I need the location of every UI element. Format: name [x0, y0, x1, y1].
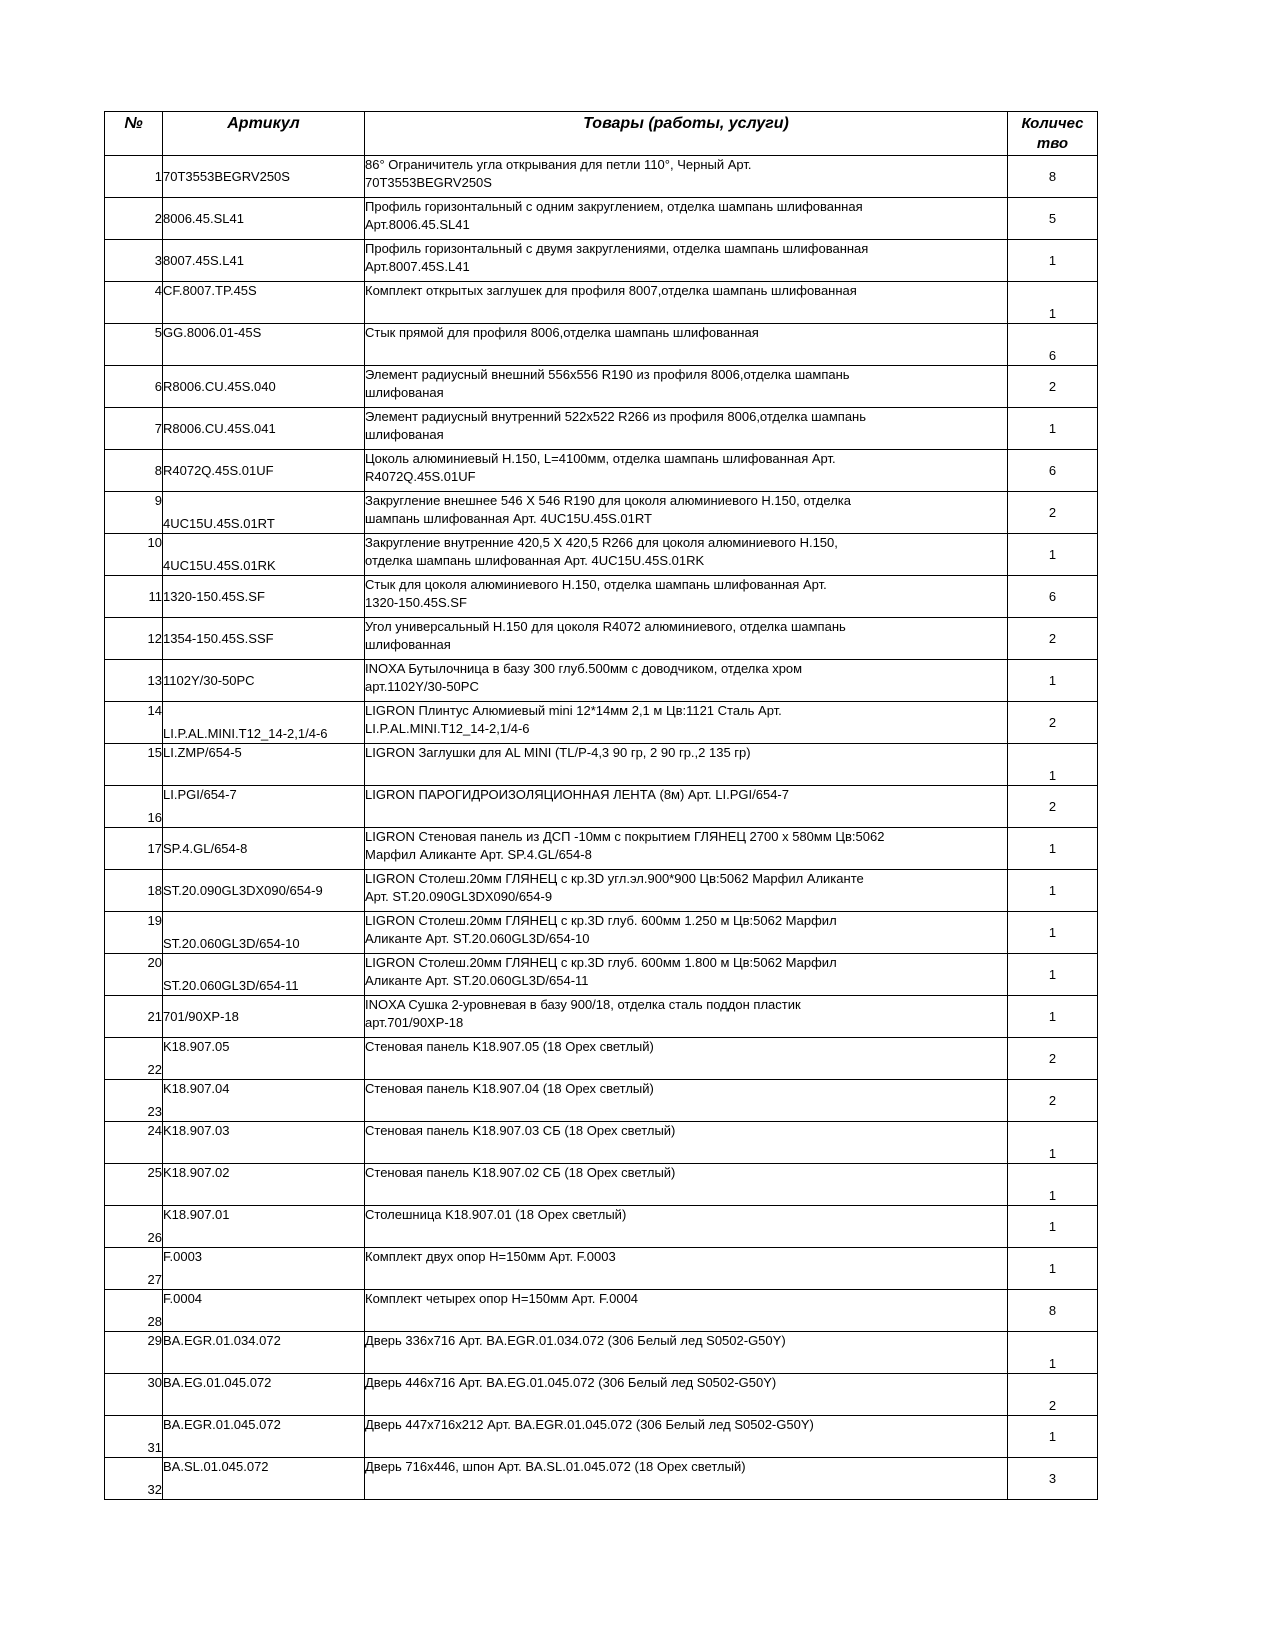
- row-article: 1102Y/30-50PC: [163, 660, 365, 702]
- row-description-line1: Дверь 716x446, шпон Арт. BA.SL.01.045.072 (18 Орех светлый): [365, 1459, 746, 1474]
- row-description-line2: 70T3553BEGRV250S: [365, 175, 492, 190]
- row-number: 27: [105, 1248, 163, 1290]
- row-number: 21: [105, 996, 163, 1038]
- table-row: [105, 1332, 1098, 1374]
- row-article: K18.907.03: [163, 1122, 365, 1164]
- row-description-line1: Стык для цоколя алюминиевого H.150, отделка шампань шлифованная Арт.: [365, 577, 827, 592]
- row-article: 4UC15U.45S.01RT: [163, 492, 365, 534]
- table-row: [105, 366, 1098, 408]
- row-article: ST.20.060GL3D/654-11: [163, 954, 365, 996]
- row-description-line1: Элемент радиусный внешний 556x556 R190 из профиля 8006,отделка шампань: [365, 367, 850, 382]
- table-row: [105, 1290, 1098, 1332]
- row-quantity: 1: [1008, 1248, 1098, 1290]
- row-number: 5: [105, 324, 163, 366]
- row-quantity: 5: [1008, 198, 1098, 240]
- row-description-line1: Элемент радиусный внутренний 522x522 R266 из профиля 8006,отделка шампань: [365, 409, 867, 424]
- table-row: [105, 1164, 1098, 1206]
- row-article: K18.907.04: [163, 1080, 365, 1122]
- row-description: [365, 324, 1008, 366]
- row-quantity: 1: [1008, 828, 1098, 870]
- row-number: 22: [105, 1038, 163, 1080]
- row-description: [365, 1248, 1008, 1290]
- row-description-line1: INOXA Бутылочница в базу 300 глуб.500мм с доводчиком, отделка хром: [365, 661, 803, 676]
- row-quantity: 2: [1008, 1080, 1098, 1122]
- row-description: [365, 828, 1008, 870]
- row-quantity: 6: [1008, 324, 1098, 366]
- row-description: [365, 156, 1008, 198]
- row-description: [365, 366, 1008, 408]
- row-description-line2: Арт.8007.45S.L41: [365, 259, 470, 274]
- row-description: [365, 912, 1008, 954]
- row-quantity: 1: [1008, 282, 1098, 324]
- row-description-line1: LIGRON ПАРОГИДРОИЗОЛЯЦИОННАЯ ЛЕНТА (8м) Арт. LI.PGI/654-7: [365, 787, 789, 802]
- row-number: 13: [105, 660, 163, 702]
- row-quantity: 8: [1008, 156, 1098, 198]
- row-article: R8006.CU.45S.040: [163, 366, 365, 408]
- row-article: 8007.45S.L41: [163, 240, 365, 282]
- table-header-row: [105, 112, 1098, 156]
- row-description-line2: Аликанте Арт. ST.20.060GL3D/654-10: [365, 931, 590, 946]
- row-number: 3: [105, 240, 163, 282]
- row-number: 30: [105, 1374, 163, 1416]
- row-description: [365, 618, 1008, 660]
- row-article: GG.8006.01-45S: [163, 324, 365, 366]
- row-description-line1: Стеновая панель K18.907.02 СБ (18 Орех светлый): [365, 1165, 676, 1180]
- row-article: F.0004: [163, 1290, 365, 1332]
- row-description: [365, 576, 1008, 618]
- row-description-line1: LIGRON Стеновая панель из ДСП -10мм с покрытием ГЛЯНЕЦ 2700 x 580мм Цв:5062: [365, 829, 885, 844]
- row-description-line2: Аликанте Арт. ST.20.060GL3D/654-11: [365, 973, 589, 988]
- row-article: 8006.45.SL41: [163, 198, 365, 240]
- row-number: 4: [105, 282, 163, 324]
- row-description: [365, 1038, 1008, 1080]
- row-article: 1354-150.45S.SSF: [163, 618, 365, 660]
- row-quantity: 1: [1008, 1206, 1098, 1248]
- row-description: [365, 996, 1008, 1038]
- row-article: R4072Q.45S.01UF: [163, 450, 365, 492]
- row-description: [365, 660, 1008, 702]
- row-article: R8006.CU.45S.041: [163, 408, 365, 450]
- table-row: [105, 702, 1098, 744]
- row-description-line1: LIGRON Столеш.20мм ГЛЯНЕЦ с кр.3D глуб. 600мм 1.250 м Цв:5062 Марфил: [365, 913, 837, 928]
- row-quantity: 2: [1008, 702, 1098, 744]
- row-description-line1: Столешница K18.907.01 (18 Орех светлый): [365, 1207, 627, 1222]
- row-description-line2: шлифованая: [365, 427, 444, 442]
- header-quantity: [1008, 112, 1098, 156]
- row-quantity: 1: [1008, 1332, 1098, 1374]
- row-quantity: 1: [1008, 744, 1098, 786]
- table-row: [105, 324, 1098, 366]
- row-description-line1: Стеновая панель K18.907.05 (18 Орех светлый): [365, 1039, 654, 1054]
- table-row: [105, 870, 1098, 912]
- row-quantity: 2: [1008, 1374, 1098, 1416]
- row-article: F.0003: [163, 1248, 365, 1290]
- table-row: [105, 954, 1098, 996]
- table-row: [105, 450, 1098, 492]
- header-article: Артикул: [163, 112, 365, 156]
- row-quantity: 1: [1008, 912, 1098, 954]
- row-article: ST.20.060GL3D/654-10: [163, 912, 365, 954]
- row-number: 11: [105, 576, 163, 618]
- row-article: K18.907.01: [163, 1206, 365, 1248]
- row-article: K18.907.05: [163, 1038, 365, 1080]
- row-description: [365, 954, 1008, 996]
- row-number: 31: [105, 1416, 163, 1458]
- table-row: [105, 744, 1098, 786]
- row-quantity: 8: [1008, 1290, 1098, 1332]
- row-quantity: 1: [1008, 1416, 1098, 1458]
- row-description-line1: 86° Ограничитель угла открывания для петли 110°, Черный Арт.: [365, 157, 752, 172]
- table-row: [105, 156, 1098, 198]
- table-row: [105, 1374, 1098, 1416]
- row-quantity: 6: [1008, 576, 1098, 618]
- row-description-line2: шлифованая: [365, 385, 444, 400]
- row-description-line1: Дверь 336x716 Арт. BA.EGR.01.034.072 (306 Белый лед S0502-G50Y): [365, 1333, 786, 1348]
- row-description-line1: Комплект четырех опор H=150мм Арт. F.0004: [365, 1291, 639, 1306]
- row-description-line1: Комплект открытых заглушек для профиля 8007,отделка шампань шлифованная: [365, 283, 857, 298]
- row-description-line2: Марфил Аликанте Арт. SP.4.GL/654-8: [365, 847, 592, 862]
- row-description-line1: Профиль горизонтальный с одним закруглением, отделка шампань шлифованная: [365, 199, 863, 214]
- row-article: 701/90XP-18: [163, 996, 365, 1038]
- row-description: [365, 198, 1008, 240]
- row-number: 9: [105, 492, 163, 534]
- row-description: [365, 282, 1008, 324]
- header-quantity-line1: Количес: [1021, 115, 1084, 132]
- row-description-line2: Арт. ST.20.090GL3DX090/654-9: [365, 889, 553, 904]
- table-row: [105, 576, 1098, 618]
- row-number: 16: [105, 786, 163, 828]
- row-description: [365, 240, 1008, 282]
- row-description-line1: Комплект двух опор H=150мм Арт. F.0003: [365, 1249, 616, 1264]
- row-description: [365, 1290, 1008, 1332]
- row-number: 20: [105, 954, 163, 996]
- row-article: BA.EGR.01.034.072: [163, 1332, 365, 1374]
- row-description-line1: Цоколь алюминиевый H.150, L=4100мм, отделка шампань шлифованная Арт.: [365, 451, 836, 466]
- row-number: 12: [105, 618, 163, 660]
- row-description: [365, 870, 1008, 912]
- row-quantity: 2: [1008, 786, 1098, 828]
- table-row: [105, 660, 1098, 702]
- table-row: [105, 1248, 1098, 1290]
- goods-table: [104, 111, 1098, 1500]
- table-row: [105, 534, 1098, 576]
- row-description-line1: Закругление внутренние 420,5 X 420,5 R266 для цоколя алюминиевого H.150,: [365, 535, 838, 550]
- row-description: [365, 1164, 1008, 1206]
- row-description-line2: R4072Q.45S.01UF: [365, 469, 476, 484]
- row-description: [365, 1122, 1008, 1164]
- row-quantity: 2: [1008, 1038, 1098, 1080]
- row-description: [365, 408, 1008, 450]
- row-article: BA.EGR.01.045.072: [163, 1416, 365, 1458]
- row-quantity: 2: [1008, 492, 1098, 534]
- table-row: [105, 828, 1098, 870]
- row-description: [365, 534, 1008, 576]
- row-quantity: 1: [1008, 1164, 1098, 1206]
- row-number: 7: [105, 408, 163, 450]
- row-description-line1: Стеновая панель K18.907.03 СБ (18 Орех светлый): [365, 1123, 676, 1138]
- table-row: [105, 1458, 1098, 1500]
- row-description-line1: Стеновая панель K18.907.04 (18 Орех светлый): [365, 1081, 654, 1096]
- row-article: BA.EG.01.045.072: [163, 1374, 365, 1416]
- row-number: 28: [105, 1290, 163, 1332]
- header-goods: Товары (работы, услуги): [365, 112, 1008, 156]
- row-description-line2: 1320-150.45S.SF: [365, 595, 467, 610]
- row-number: 1: [105, 156, 163, 198]
- row-article: BA.SL.01.045.072: [163, 1458, 365, 1500]
- row-number: 19: [105, 912, 163, 954]
- row-description: [365, 1080, 1008, 1122]
- row-number: 17: [105, 828, 163, 870]
- table-row: [105, 786, 1098, 828]
- row-quantity: 1: [1008, 534, 1098, 576]
- table-row: [105, 618, 1098, 660]
- table-row: [105, 996, 1098, 1038]
- row-quantity: 6: [1008, 450, 1098, 492]
- row-description-line2: шлифованная: [365, 637, 451, 652]
- row-number: 32: [105, 1458, 163, 1500]
- row-description: [365, 1416, 1008, 1458]
- row-description-line2: LI.P.AL.MINI.T12_14-2,1/4-6: [365, 721, 530, 736]
- row-number: 29: [105, 1332, 163, 1374]
- row-description: [365, 1332, 1008, 1374]
- row-article: 1320-150.45S.SF: [163, 576, 365, 618]
- row-article: 4UC15U.45S.01RK: [163, 534, 365, 576]
- row-number: 24: [105, 1122, 163, 1164]
- header-number: №: [105, 112, 163, 156]
- row-description: [365, 1206, 1008, 1248]
- row-description: [365, 1374, 1008, 1416]
- row-article: LI.PGI/654-7: [163, 786, 365, 828]
- row-description: [365, 786, 1008, 828]
- row-quantity: 1: [1008, 660, 1098, 702]
- row-description-line2: арт.1102Y/30-50PC: [365, 679, 479, 694]
- row-description-line1: Дверь 446x716 Арт. BA.EG.01.045.072 (306 Белый лед S0502-G50Y): [365, 1375, 777, 1390]
- table-row: [105, 282, 1098, 324]
- row-article: LI.ZMP/654-5: [163, 744, 365, 786]
- row-number: 2: [105, 198, 163, 240]
- row-quantity: 1: [1008, 408, 1098, 450]
- row-description-line1: Дверь 447x716x212 Арт. BA.EGR.01.045.072 (306 Белый лед S0502-G50Y): [365, 1417, 814, 1432]
- row-description-line2: арт.701/90XP-18: [365, 1015, 464, 1030]
- header-quantity-line2: тво: [1036, 135, 1069, 152]
- row-number: 18: [105, 870, 163, 912]
- row-article: 70T3553BEGRV250S: [163, 156, 365, 198]
- row-quantity: 3: [1008, 1458, 1098, 1500]
- row-quantity: 1: [1008, 240, 1098, 282]
- row-description-line1: Профиль горизонтальный с двумя закруглениями, отделка шампань шлифованная: [365, 241, 869, 256]
- row-quantity: 2: [1008, 618, 1098, 660]
- row-description-line1: INOXA Сушка 2-уровневая в базу 900/18, отделка сталь поддон пластик: [365, 997, 801, 1012]
- row-article: CF.8007.TP.45S: [163, 282, 365, 324]
- row-description-line1: LIGRON Плинтус Алюмиевый mini 12*14мм 2,1 м Цв:1121 Сталь Арт.: [365, 703, 782, 718]
- table-row: [105, 1038, 1098, 1080]
- row-quantity: 1: [1008, 996, 1098, 1038]
- row-description: [365, 744, 1008, 786]
- row-description: [365, 450, 1008, 492]
- row-number: 10: [105, 534, 163, 576]
- row-article: LI.P.AL.MINI.T12_14-2,1/4-6: [163, 702, 365, 744]
- row-quantity: 1: [1008, 870, 1098, 912]
- table-row: [105, 492, 1098, 534]
- row-number: 8: [105, 450, 163, 492]
- row-article: ST.20.090GL3DX090/654-9: [163, 870, 365, 912]
- row-description-line1: Стык прямой для профиля 8006,отделка шампань шлифованная: [365, 325, 759, 340]
- row-description-line1: Угол универсальный H.150 для цоколя R4072 алюминиевого, отделка шампань: [365, 619, 846, 634]
- table-row: [105, 1416, 1098, 1458]
- table-row: [105, 240, 1098, 282]
- row-description-line1: LIGRON Столеш.20мм ГЛЯНЕЦ с кр.3D глуб. 600мм 1.800 м Цв:5062 Марфил: [365, 955, 837, 970]
- row-quantity: 1: [1008, 954, 1098, 996]
- row-quantity: 1: [1008, 1122, 1098, 1164]
- row-description-line2: шампань шлифованная Арт. 4UC15U.45S.01RT: [365, 511, 652, 526]
- table-row: [105, 198, 1098, 240]
- row-description-line2: Арт.8006.45.SL41: [365, 217, 470, 232]
- table-row: [105, 1206, 1098, 1248]
- row-number: 25: [105, 1164, 163, 1206]
- row-description: [365, 492, 1008, 534]
- row-article: K18.907.02: [163, 1164, 365, 1206]
- row-description-line1: LIGRON Столеш.20мм ГЛЯНЕЦ с кр.3D угл.эл.900*900 Цв:5062 Марфил Аликанте: [365, 871, 864, 886]
- row-description-line1: Закругление внешнее 546 X 546 R190 для цоколя алюминиевого H.150, отделка: [365, 493, 851, 508]
- row-description-line1: LIGRON Заглушки для AL MINI (TL/P-4,3 90 гр, 2 90 гр.,2 135 гр): [365, 745, 751, 760]
- table-row: [105, 1080, 1098, 1122]
- row-description: [365, 702, 1008, 744]
- row-article: SP.4.GL/654-8: [163, 828, 365, 870]
- row-number: 14: [105, 702, 163, 744]
- row-number: 23: [105, 1080, 163, 1122]
- row-description: [365, 1458, 1008, 1500]
- row-quantity: 2: [1008, 366, 1098, 408]
- row-number: 15: [105, 744, 163, 786]
- row-number: 26: [105, 1206, 163, 1248]
- table-row: [105, 912, 1098, 954]
- table-row: [105, 1122, 1098, 1164]
- row-description-line2: отделка шампань шлифованная Арт. 4UC15U.45S.01RK: [365, 553, 705, 568]
- table-row: [105, 408, 1098, 450]
- row-number: 6: [105, 366, 163, 408]
